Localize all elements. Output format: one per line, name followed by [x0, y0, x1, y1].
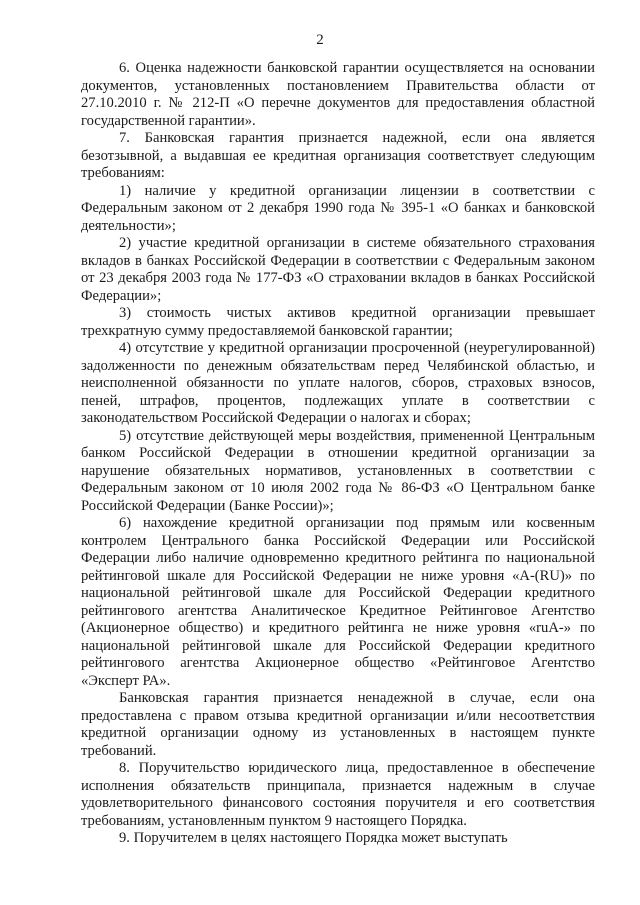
list-item-6: 6) нахождение кредитной организации под прямым или косвенным контролем Центрального банка Российской Федерации или Российской Федерации либо наличие одновременно кредитного рейтинга по национальной рейтинговой шкале для Российской Федерации не ниже уровня «A-(RU)» по национальной рейтинговой шкале для Российской Федерации кредитного рейтингового агентства Аналитическое Кредитное Рейтинговое Агентство (Акционерное общество) и кредитного рейтинга не ниже уровня «ruA-» по национальной рейтинговой шкале для Российской Федерации кредитного рейтингового агентства Акционерное общество «Рейтинговое Агентство «Эксперт РА».: [81, 515, 595, 689]
list-item-2: 2) участие кредитной организации в системе обязательного страхования вкладов в банках Российской Федерации в соответствии с Федеральным законом от 23 декабря 2003 года № 177-ФЗ «О страховании вкладов в банках Российской Федерации»;: [81, 235, 595, 304]
paragraph-9: 9. Поручителем в целях настоящего Порядка может выступать: [119, 830, 508, 846]
page-number: 2: [316, 32, 324, 48]
list-item-4: 4) отсутствие у кредитной организации просроченной (неурегулированной) задолженности по денежным обязательствам перед Челябинской областью, и неисполненной обязанности по уплате налогов, сборов, страховых взносов, пеней, штрафов, процентов, подлежащих уплате в соответствии с законодательством Российской Федерации о налогах и сборах;: [81, 340, 595, 426]
paragraph-8: 8. Поручительство юридического лица, предоставленное в обеспечение исполнения обязательств принципала, признается надежным в случае удовлетворительного финансового состояния поручителя и его соответствия требованиям, установленным пунктом 9 настоящего Порядка.: [81, 760, 595, 829]
list-item-1: 1) наличие у кредитной организации лицензии в соответствии с Федеральным законом от 2 декабря 1990 года № 395-1 «О банках и банковской деятельности»;: [81, 182, 595, 234]
paragraph-6: 6. Оценка надежности банковской гарантии осуществляется на основании документов, установленных постановлением Правительства области от 27.10.2010 г. № 212-П «О перечне документов для предоставления областной государственной гарантии».: [81, 60, 595, 129]
paragraph-7: 7. Банковская гарантия признается надежной, если она является безотзывной, а выдавшая ее кредитная организация соответствует следующим требованиям:: [81, 130, 595, 181]
paragraph-unreliable-guarantee: Банковская гарантия признается ненадежной в случае, если она предоставлена с правом отзыва кредитной организации и/или несоответствия кредитной организации одному из установленных в настоящем пункте требований.: [81, 690, 595, 759]
document-body: [81, 60, 595, 848]
list-item-3: 3) стоимость чистых активов кредитной организации превышает трехкратную сумму предоставляемой банковской гарантии;: [81, 305, 595, 339]
list-item-5: 5) отсутствие действующей меры воздействия, примененной Центральным банком Российской Федерации в отношении кредитной организации за нарушение обязательных нормативов, установленных в соответствии с Федеральным законом от 10 июля 2002 года № 86-ФЗ «О Центральном банке Российской Федерации (Банке России)»;: [81, 427, 595, 514]
